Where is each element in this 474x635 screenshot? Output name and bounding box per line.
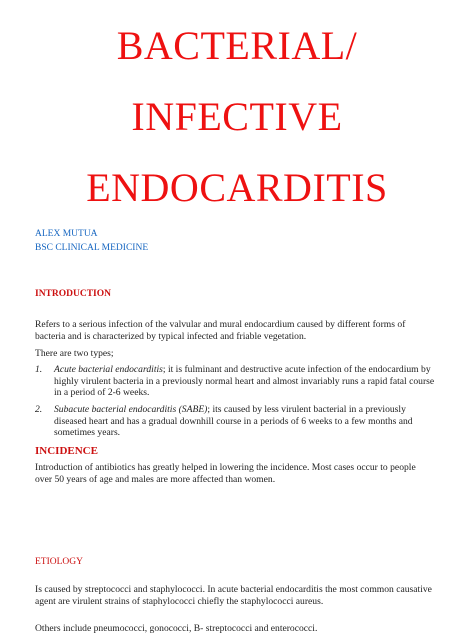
type-description: ; it is fulminant and destructive acute infection of the endocardium by highly virulent bacteria in a previously normal heart and almost invariably runs a rapid fatal course in a period of 2-6 weeks. — [54, 364, 435, 398]
types-intro: There are two types; — [35, 348, 114, 359]
etiology-others: Others include pneumococci, gonococci, B- streptococci and enterococci. — [35, 623, 318, 634]
type-name: Subacute bacterial endocarditis (SABE) — [54, 404, 208, 415]
etiology-paragraph: Is caused by streptococci and staphylococci. In acute bacterial endocarditis the most common causative agent are virulent strains of staphylococci chiefly the staphylococci aureus. — [35, 584, 432, 607]
author-name: ALEX MUTUA — [35, 229, 98, 239]
list-number: 1. — [35, 364, 43, 375]
incidence-paragraph: Introduction of antibiotics has greatly helped in lowering the incidence. Most cases occur to people over 50 years of age and males are more affected than women. — [35, 462, 416, 485]
incidence-heading: INCIDENCE — [35, 445, 98, 457]
type-name: Acute bacterial endocarditis — [54, 364, 163, 375]
etiology-heading: ETIOLOGY — [35, 557, 84, 567]
list-number: 2. — [35, 404, 43, 415]
introduction-heading: INTRODUCTION — [35, 289, 112, 299]
title-line-1: BACTERIAL/ — [116, 23, 358, 68]
title-line-3: ENDOCARDITIS — [86, 165, 388, 210]
author-program: BSC CLINICAL MEDICINE — [35, 243, 149, 253]
introduction-paragraph: Refers to a serious infection of the valvular and mural endocardium caused by different forms of bacteria and is characterized by typical infected and friable vegetation. — [35, 319, 406, 342]
type-description: ; its caused by less virulent bacterial in a previously diseased heart and has a gradual downhill course in a periods of 6 weeks to a few months and sometimes years. — [54, 404, 413, 438]
title-line-2: INFECTIVE — [131, 94, 343, 139]
